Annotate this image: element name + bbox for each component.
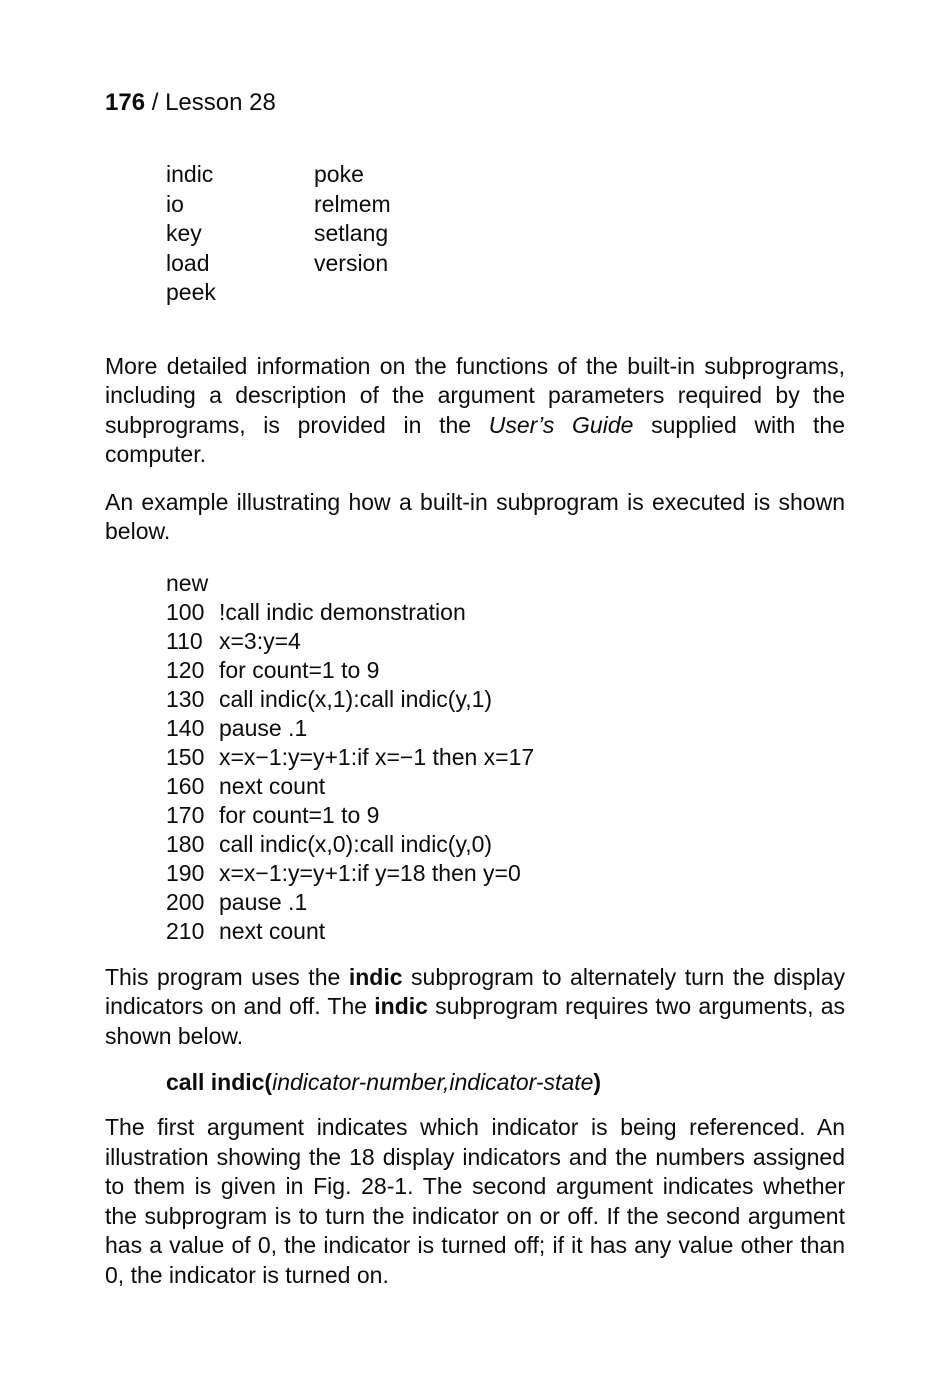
paragraph-text: subprogram to alternately turn the display indicators on and off. The (105, 963, 845, 1020)
code-text: call indic(x,0):call indic(y,0) (219, 830, 493, 857)
call-indic-syntax (166, 1067, 845, 1097)
syntax-bold-open: call indic( (166, 1069, 273, 1096)
code-text: pause .1 (219, 888, 308, 915)
indic-keyword-bold: indic (348, 963, 403, 990)
indic-keyword-bold: indic (374, 993, 428, 1020)
subprogram-list (166, 160, 845, 308)
paragraph-argument-explanation: The first argument indicates which indicator is being referenced. An illustration showing the 18 display indicators and the numbers assigned to them is given in Fig. 28-1. The second argument indicates whether the subprogram is to turn the indicator on or off. If the second argument has a value of 0, the indicator is turned off; if it has any value other than 0, the indicator is turned on. (105, 1114, 845, 1288)
list-item: relmem (314, 190, 391, 217)
subprogram-list-right-column (314, 160, 514, 308)
code-line (166, 656, 845, 685)
code-line (166, 830, 845, 859)
list-item: poke (314, 161, 364, 187)
syntax-arguments-italic: indicator-number,indicator-state (272, 1069, 594, 1096)
lesson-title: Lesson 28 (165, 89, 276, 116)
syntax-bold-close: ) (593, 1069, 602, 1096)
users-guide-italic: User’s Guide (488, 411, 634, 438)
code-text: for count=1 to 9 (219, 656, 380, 683)
list-item: load (166, 249, 210, 276)
code-line (166, 917, 845, 946)
paragraph-text: This program uses the (105, 963, 349, 990)
code-text: next count (219, 917, 326, 944)
subprogram-list-left-column (166, 160, 314, 308)
code-line (166, 801, 845, 830)
list-item: peek (166, 279, 216, 306)
code-text: pause .1 (219, 714, 308, 741)
code-line (166, 743, 845, 772)
code-line (166, 859, 845, 888)
paragraph-users-guide (105, 352, 845, 470)
code-text: x=x−1:y=y+1:if y=18 then y=0 (219, 859, 521, 886)
line-number: 150 (166, 743, 205, 770)
code-line (166, 888, 845, 917)
code-text: x=3:y=4 (219, 627, 301, 654)
paragraph-text: supplied with the computer. (105, 411, 845, 468)
line-number: 110 (166, 627, 203, 654)
code-line (166, 714, 845, 743)
code-text: new (166, 569, 209, 596)
paragraph-indic-description (105, 963, 845, 1052)
line-number: 100 (166, 598, 205, 625)
line-number: 210 (166, 917, 205, 944)
code-text: next count (219, 772, 326, 799)
line-number: 190 (166, 859, 205, 886)
line-number: 180 (166, 830, 205, 857)
code-text: call indic(x,1):call indic(y,1) (219, 685, 493, 712)
code-line (166, 685, 845, 714)
line-number: 130 (166, 685, 205, 712)
code-text: for count=1 to 9 (219, 801, 380, 828)
code-listing (166, 569, 845, 946)
code-text: x=x−1:y=y+1:if x=−1 then x=17 (219, 743, 535, 770)
paragraph-text: subprogram requires two arguments, as shown below. (105, 993, 845, 1049)
list-item: io (166, 190, 184, 217)
line-number: 200 (166, 888, 205, 915)
line-number: 120 (166, 656, 205, 683)
list-item: version (314, 249, 389, 276)
paragraph-example-intro: An example illustrating how a built-in subprogram is executed is shown below. (105, 488, 845, 545)
code-line (166, 627, 845, 656)
code-text: !call indic demonstration (219, 598, 466, 625)
code-line (166, 569, 845, 598)
code-line (166, 598, 845, 627)
page-header (105, 88, 845, 118)
list-item: key (166, 220, 202, 247)
header-separator: / (145, 89, 166, 116)
list-item: indic (166, 161, 214, 187)
paragraph-text: More detailed information on the functions of the built-in subprograms, including a description of the argument parameters required by the subprograms, is provided in the (105, 352, 845, 438)
code-line (166, 772, 845, 801)
page-number: 176 (105, 89, 146, 116)
line-number: 170 (166, 801, 205, 828)
line-number: 140 (166, 714, 205, 741)
list-item: setlang (314, 220, 389, 247)
line-number: 160 (166, 772, 205, 799)
